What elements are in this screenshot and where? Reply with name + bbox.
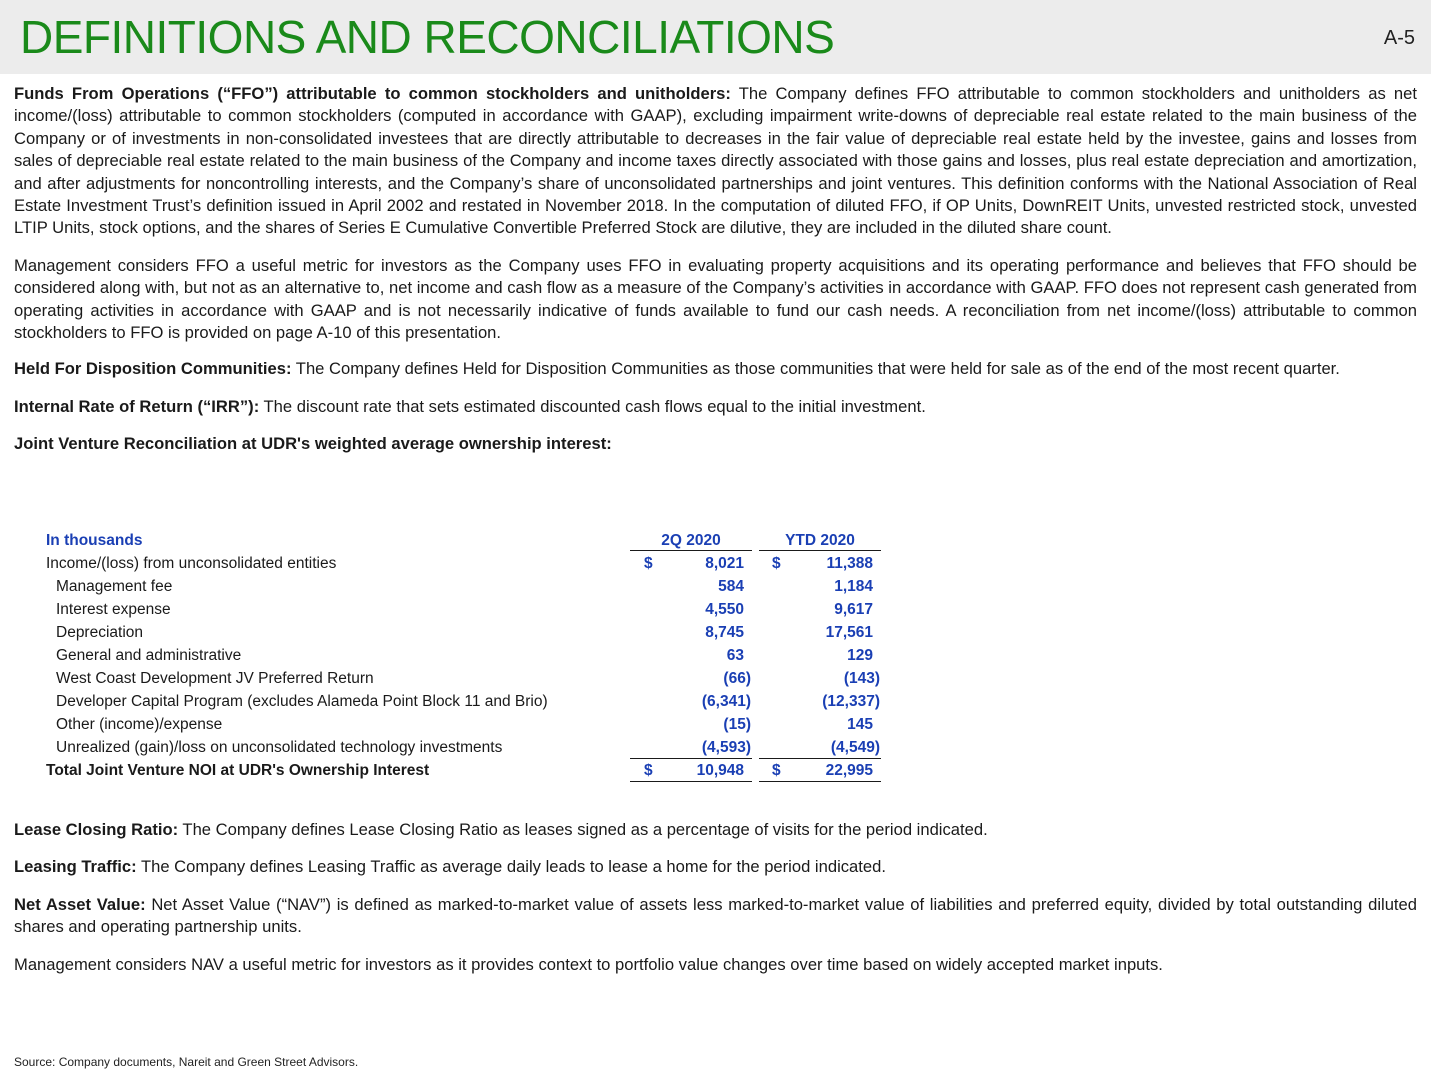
lease-closing-text: The Company defines Lease Closing Ratio as leases signed as a percentage of visits for the period indicated. (178, 820, 988, 839)
leasing-traffic-definition (14, 856, 1417, 878)
page-title: DEFINITIONS AND RECONCILIATIONS (20, 11, 835, 63)
total-ytd: 22,995 (825, 762, 873, 779)
row-label: Other (income)/expense (56, 716, 223, 733)
total-row (46, 759, 886, 782)
currency-symbol: $ (772, 555, 781, 572)
leasing-traffic-text: The Company defines Leasing Traffic as average daily leads to lease a home for the period indicated. (136, 857, 886, 877)
lease-closing-definition (14, 819, 1417, 841)
definitions-section (14, 83, 1417, 456)
table-row (46, 621, 886, 644)
source-footnote: Source: Company documents, Nareit and Green Street Advisors. (14, 1055, 359, 1069)
nav-management-paragraph: Management considers NAV a useful metric for investors as it provides context to portfolio value changes over time based on widely accepted market inputs. (14, 954, 1163, 974)
value-2q: 8,021 (705, 555, 744, 572)
hfd-text: The Company defines Held for Disposition Communities as those communities that were held for sale as of the end of the most recent quarter. (291, 359, 1340, 379)
row-label: Management fee (56, 578, 173, 595)
row-label: Depreciation (56, 624, 144, 641)
table-header-row (46, 529, 886, 552)
currency-symbol: $ (772, 762, 781, 779)
table-row (46, 667, 886, 690)
value-ytd: 129 (847, 647, 873, 664)
value-2q: 584 (718, 578, 744, 595)
value-ytd: (4,549) (830, 739, 880, 756)
row-label: Developer Capital Program (excludes Alameda Point Block 11 and Brio) (56, 693, 548, 710)
table-row (46, 552, 886, 575)
total-2q: 10,948 (696, 762, 744, 779)
page-number: A-5 (1383, 27, 1415, 49)
table-row (46, 598, 886, 621)
jv-heading-text: Joint Venture Reconciliation at UDR's weighted average ownership interest: (14, 434, 612, 454)
hfd-term: Held For Disposition Communities: (14, 359, 292, 379)
col-header-2q: 2Q 2020 (630, 529, 752, 551)
ffo-definition (14, 83, 1417, 240)
row-label: General and administrative (56, 647, 242, 664)
currency-symbol: $ (644, 762, 653, 779)
row-label: Income/(loss) from unconsolidated entities (46, 555, 337, 572)
irr-text: The discount rate that sets estimated discounted cash flows equal to the initial investment. (259, 396, 926, 416)
units-label: In thousands (46, 532, 143, 549)
ffo-management-paragraph: Management considers FFO a useful metric for investors as the Company uses FFO in evaluating property acquisitions and its operating performance and believes that FFO should be considered along with, but not as an alternative to, net income and cash flow as a measure of the Company’s activities in accordance with GAAP. FFO does not represent cash generated from operating activities in accordance with GAAP and is not necessarily indicative of funds available to fund our cash needs. A reconciliation from net income/(loss) attributable to common stockholders to FFO is provided on page A-10 of this presentation. (14, 255, 1417, 343)
value-2q: (4,593) (701, 739, 751, 756)
table-row (46, 736, 886, 759)
lease-closing-term: Lease Closing Ratio: (14, 820, 179, 839)
value-2q: (6,341) (701, 693, 751, 710)
currency-symbol: $ (644, 555, 653, 572)
value-2q: 4,550 (705, 601, 744, 618)
value-ytd: 1,184 (834, 578, 873, 595)
ffo-text: The Company defines FFO attributable to common stockholders and unitholders as net income/(loss) attributable to common stockholders (computed in accordance with GAAP), excluding impairment write-downs of depreciable real estate related to the main business of the Company or of investments in non-consolidated investees that are directly attributable to decreases in the fair value of depreciable real estate held by the investee, gains and losses from sales of depreciable real estate related to the main business of the Company and income taxes directly associated with those gains and losses, plus real estate depreciation and amortization, and after adjustments for noncontrolling interests, and the Company’s share of unconsolidated partnerships and joint ventures. This definition conforms with the National Association of Real Estate Investment Trust’s definition issued in April 2002 and restated in November 2018. In the computation of diluted FFO, if OP Units, DownREIT Units, unvested restricted stock, unvested LTIP Units, stock options, and the shares of Series E Cumulative Convertible Preferred Stock are dilutive, they are included in the diluted share count. (14, 84, 1417, 238)
hfd-definition (14, 358, 1417, 380)
value-ytd: (143) (843, 670, 880, 687)
jv-heading (14, 433, 1417, 455)
nav-definition (14, 894, 1417, 939)
value-ytd: 11,388 (826, 555, 873, 572)
leasing-traffic-term: Leasing Traffic: (14, 857, 137, 877)
value-2q: (15) (723, 716, 751, 733)
value-ytd: 9,617 (834, 601, 873, 618)
col-header-ytd: YTD 2020 (759, 529, 881, 551)
total-label: Total Joint Venture NOI at UDR's Ownership Interest (46, 762, 430, 779)
value-2q: 8,745 (705, 624, 744, 641)
jv-reconciliation-table (46, 529, 886, 782)
irr-term: Internal Rate of Return (“IRR”): (14, 396, 260, 416)
value-2q: (66) (723, 670, 751, 687)
nav-term: Net Asset Value: (14, 894, 146, 914)
header-bar (0, 0, 1431, 74)
irr-definition (14, 396, 1417, 418)
value-ytd: 17,561 (825, 624, 873, 641)
table-row (46, 713, 886, 736)
ffo-term: Funds From Operations (“FFO”) attributable to common stockholders and unitholders: (14, 84, 731, 103)
nav-text: Net Asset Value (“NAV”) is defined as marked-to-market value of assets less marked-to-market value of liabilities and preferred equity, divided by total outstanding diluted shares and operating partnership units. (14, 894, 1417, 937)
table-row (46, 575, 886, 598)
total-underline (759, 781, 881, 782)
table-row (46, 644, 886, 667)
value-ytd: 145 (847, 716, 873, 733)
row-label: Interest expense (56, 601, 171, 618)
row-label: West Coast Development JV Preferred Return (56, 670, 374, 687)
row-label: Unrealized (gain)/loss on unconsolidated technology investments (56, 739, 503, 756)
value-2q: 63 (726, 647, 744, 664)
value-ytd: (12,337) (822, 693, 880, 710)
table-row (46, 690, 886, 713)
definitions-section-lower (14, 819, 1417, 991)
total-underline (630, 781, 752, 782)
